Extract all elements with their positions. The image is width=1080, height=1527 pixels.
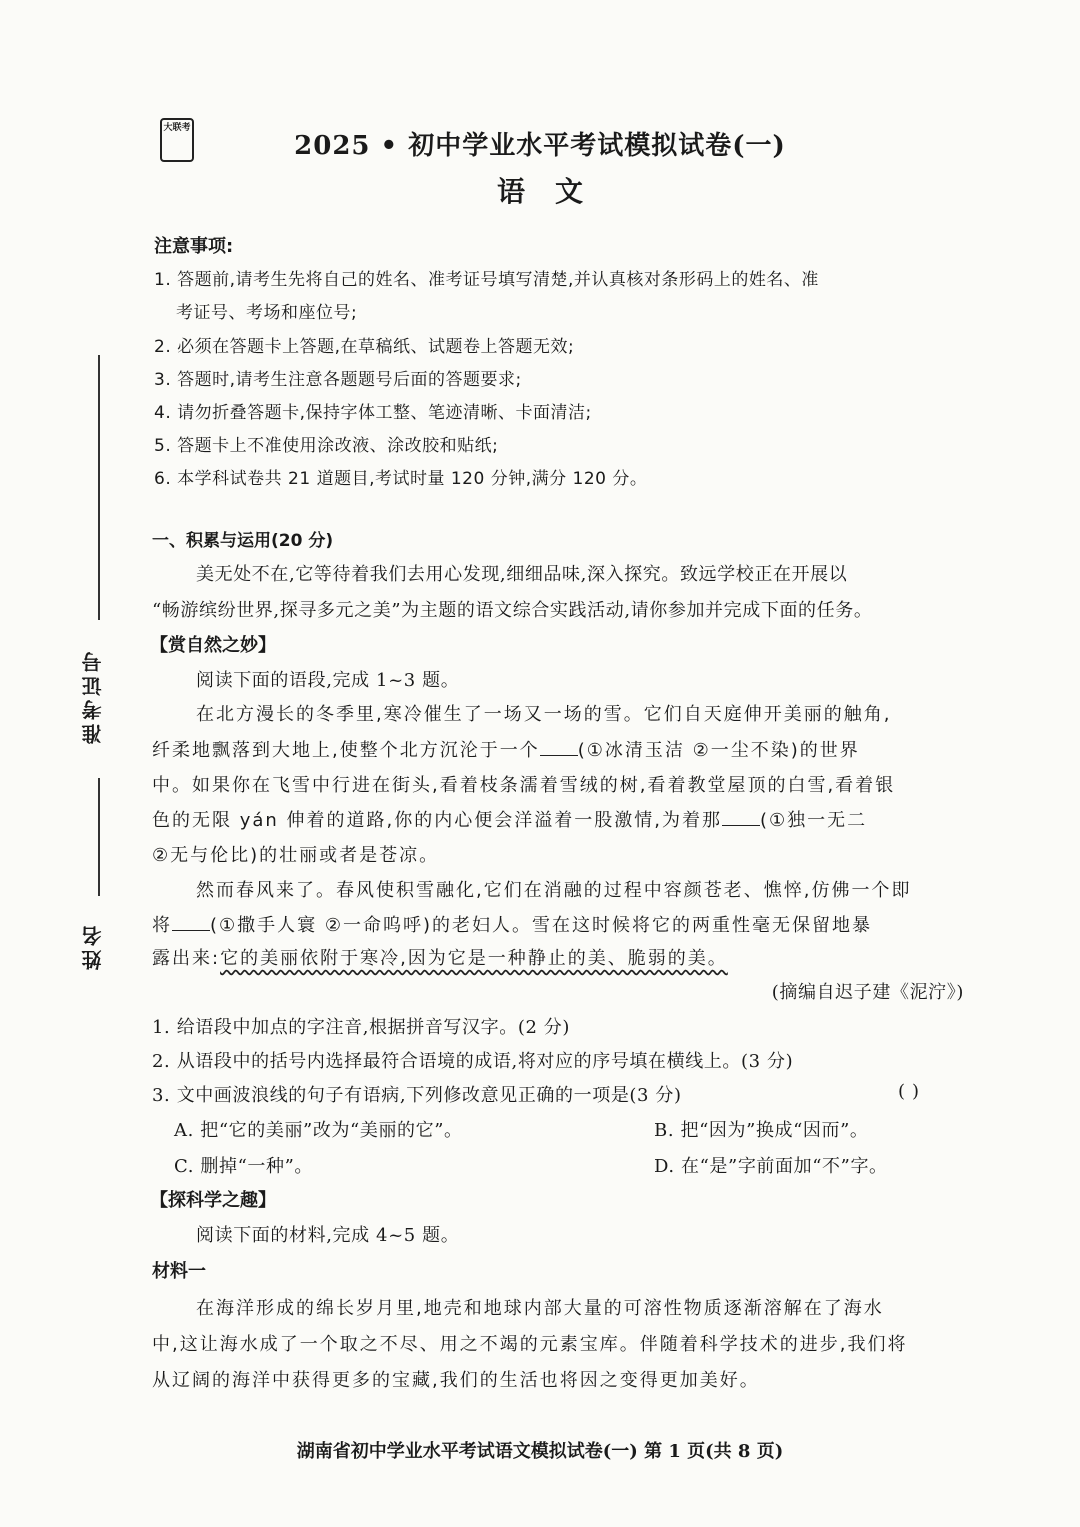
part-title: 【探科学之趣】 xyxy=(150,1190,276,1211)
passage-text: 色的无限 yán 伸着的道路,你的内心便会洋溢着一股激情,为着那 xyxy=(152,810,722,831)
question-2: 2. 从语段中的括号内选择最符合语境的成语,将对应的序号填在横线上。(3 分) xyxy=(152,1051,794,1072)
wavy-sentence: 它的美丽依附于寒冷,因为它是一种静止的美、脆弱的美。 xyxy=(220,948,728,969)
part-title: 【赏自然之妙】 xyxy=(150,635,276,656)
passage-line xyxy=(152,736,860,762)
page-footer: 湖南省初中学业水平考试语文模拟试卷(一) 第 1 页(共 8 页) xyxy=(296,1441,784,1462)
exam-logo: 大联考 xyxy=(160,118,194,162)
answer-blank[interactable] xyxy=(172,914,210,931)
passage-line xyxy=(152,911,872,937)
passage-text: 将 xyxy=(152,915,172,936)
option-c[interactable]: C. 删掉“一种”。 xyxy=(174,1156,313,1177)
passage-line: 然而春风来了。春风使积雪融化,它们在消融的过程中容颜苍老、憔悴,仿佛一个即 xyxy=(196,880,912,901)
passage-line: 在北方漫长的冬季里,寒冷催生了一场又一场的雪。它们自天庭伸开美丽的触角, xyxy=(196,704,892,725)
notice-item: 3. 答题时,请考生注意各题题号后面的答题要求; xyxy=(154,370,522,390)
passage-text: 露出来: xyxy=(152,948,221,969)
material-line: 从辽阔的海洋中获得更多的宝藏,我们的生活也将因之变得更加美好。 xyxy=(152,1370,760,1391)
notice-item: 4. 请勿折叠答题卡,保持字体工整、笔迹清晰、卡面清洁; xyxy=(154,403,592,423)
passage-text: 纤柔地飘落到大地上,使整个北方沉沦于一个 xyxy=(152,740,540,761)
part-lead: 阅读下面的语段,完成 1~3 题。 xyxy=(196,670,460,691)
answer-bracket[interactable]: ( ) xyxy=(898,1081,920,1102)
section-title: 一、积累与运用(20 分) xyxy=(152,531,334,551)
notice-item: 考证号、考场和座位号; xyxy=(176,303,358,323)
option-a[interactable]: A. 把“它的美丽”改为“美丽的它”。 xyxy=(174,1120,463,1141)
notice-item: 1. 答题前,请考生先将自己的姓名、准考证号填写清楚,并认真核对条形码上的姓名、准 xyxy=(154,270,819,290)
intro-line: 美无处不在,它等待着我们去用心发现,细细品味,深入探究。致远学校正在开展以 xyxy=(196,564,848,585)
question-3: 3. 文中画波浪线的句子有语病,下列修改意见正确的一项是(3 分) xyxy=(152,1085,682,1106)
answer-blank[interactable] xyxy=(540,739,578,756)
passage-line xyxy=(152,944,728,970)
answer-blank[interactable] xyxy=(722,809,760,826)
question-1: 1. 给语段中加点的字注音,根据拼音写汉字。(2 分) xyxy=(152,1017,571,1038)
name-label: 姓名 xyxy=(81,922,105,970)
notice-item: 2. 必须在答题卡上答题,在草稿纸、试题卷上答题无效; xyxy=(154,337,575,357)
notice-title: 注意事项: xyxy=(154,236,234,257)
option-b[interactable]: B. 把“因为”换成“因而”。 xyxy=(654,1120,869,1141)
passage-line: ②无与伦比)的壮丽或者是苍凉。 xyxy=(152,845,440,866)
passage-text: (①撒手人寰 ②一命呜呼)的老妇人。雪在这时候将它的两重性毫无保留地暴 xyxy=(210,915,873,936)
exam-no-line[interactable] xyxy=(98,355,100,620)
exam-title: 2025 • 初中学业水平考试模拟试卷(一) xyxy=(294,131,786,161)
name-line[interactable] xyxy=(98,778,100,896)
passage-text: (①冰清玉洁 ②一尘不染)的世界 xyxy=(577,740,860,761)
passage-source: (摘编自迟子建《泥泞》) xyxy=(771,982,964,1003)
passage-line xyxy=(152,806,867,832)
part-lead: 阅读下面的材料,完成 4~5 题。 xyxy=(196,1225,460,1246)
exam-subject: 语文 xyxy=(496,175,613,208)
intro-line: “畅游缤纷世界,探寻多元之美”为主题的语文综合实践活动,请你参加并完成下面的任务。 xyxy=(152,600,873,621)
passage-text: (①独一无二 xyxy=(759,810,868,831)
notice-item: 6. 本学科试卷共 21 道题目,考试时量 120 分钟,满分 120 分。 xyxy=(154,469,648,489)
material-line: 中,这让海水成了一个取之不尽、用之不竭的元素宝库。伴随着科学技术的进步,我们将 xyxy=(152,1334,908,1355)
option-d[interactable]: D. 在“是”字前面加“不”字。 xyxy=(654,1156,888,1177)
material-title: 材料一 xyxy=(152,1261,206,1282)
material-line: 在海洋形成的绵长岁月里,地壳和地球内部大量的可溶性物质逐渐溶解在了海水 xyxy=(196,1298,884,1319)
passage-line: 中。如果你在飞雪中行进在街头,看着枝条濡着雪绒的树,看着教堂屋顶的白雪,看着银 xyxy=(152,775,896,796)
exam-no-label: 准考证号 xyxy=(81,648,105,744)
notice-item: 5. 答题卡上不准使用涂改液、涂改胶和贴纸; xyxy=(154,436,499,456)
